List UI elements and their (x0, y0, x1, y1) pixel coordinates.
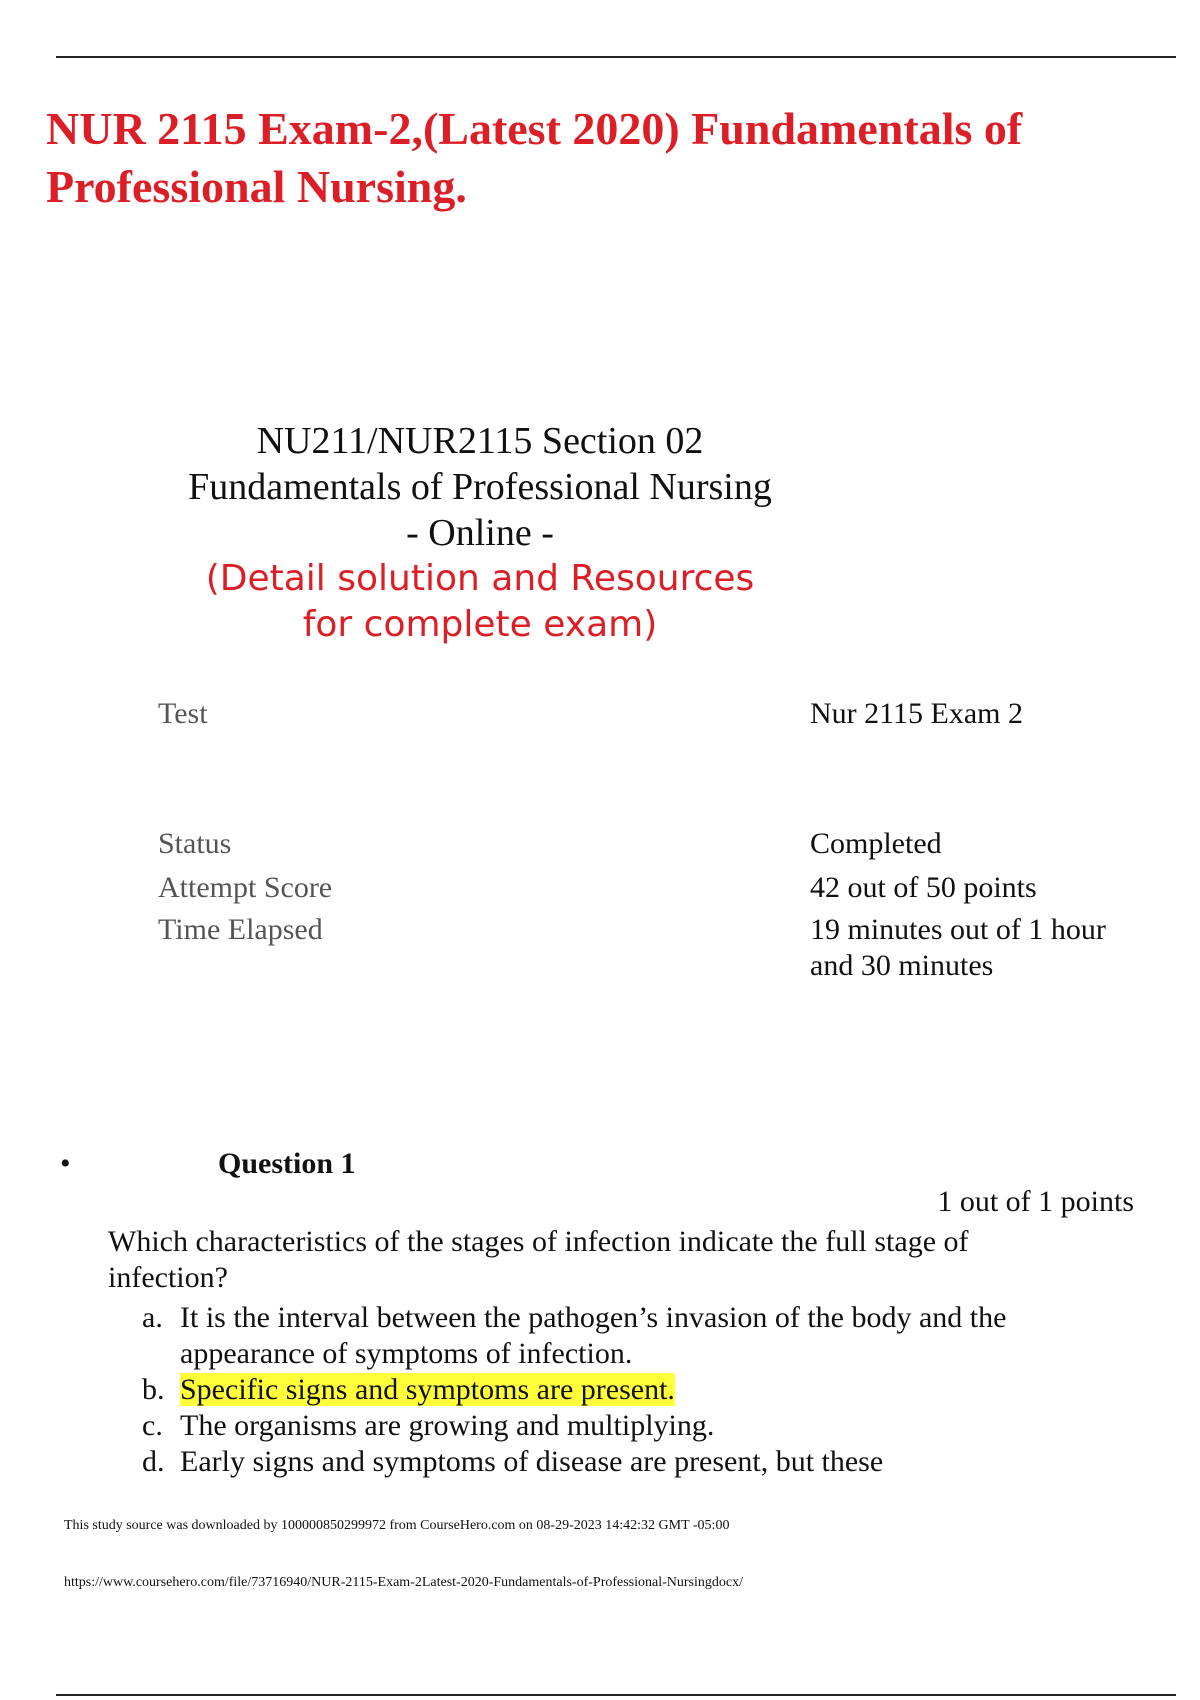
promo-line-2: for complete exam) (302, 604, 658, 645)
question-bullet: • (60, 1147, 71, 1180)
answer-text-highlighted (180, 1372, 1022, 1408)
course-header (160, 418, 800, 648)
answer-c (142, 1408, 1022, 1444)
answer-b (142, 1372, 1022, 1408)
time-elapsed-label: Time Elapsed (158, 913, 323, 946)
download-notice: This study source was downloaded by 100000850299972 from CourseHero.com on 08-29-2023 14:42:32 GMT -05:00 (64, 1518, 730, 1533)
answer-list (142, 1300, 1022, 1480)
answer-d (142, 1444, 1022, 1480)
course-name: Fundamentals of Professional Nursing (188, 466, 772, 508)
status-value: Completed (810, 827, 942, 860)
question-points: 1 out of 1 points (937, 1185, 1134, 1218)
test-value: Nur 2115 Exam 2 (810, 697, 1024, 730)
answer-text: It is the interval between the pathogen’s invasion of the body and the appearance of symptoms of infection. (180, 1301, 1007, 1370)
answer-letter: c. (142, 1409, 163, 1442)
promo-line-1: (Detail solution and Resources (205, 558, 755, 599)
time-elapsed-value: 19 minutes out of 1 hour and 30 minutes (810, 913, 1106, 982)
bottom-rule (56, 1694, 1176, 1696)
status-label: Status (158, 827, 232, 860)
attempt-score-value: 42 out of 50 points (810, 871, 1037, 904)
question-title: Question 1 (218, 1147, 356, 1180)
answer-letter: a. (142, 1301, 163, 1334)
answer-a (142, 1300, 1022, 1372)
source-url[interactable]: https://www.coursehero.com/file/73716940/NUR-2115-Exam-2Latest-2020-Fundamentals-of-Professional-Nursingdocx/ (64, 1575, 743, 1590)
attempt-score-label: Attempt Score (158, 871, 333, 904)
course-mode: - Online - (406, 512, 554, 554)
answer-letter: d. (142, 1445, 165, 1478)
document-title: NUR 2115 Exam-2,(Latest 2020) Fundamentals of Professional Nursing. (46, 103, 1023, 212)
highlight: Specific signs and symptoms are present. (180, 1373, 675, 1406)
answer-text: The organisms are growing and multiplying. (180, 1409, 715, 1442)
answer-letter: b. (142, 1373, 165, 1406)
answer-text: Early signs and symptoms of disease are present, but these (180, 1445, 884, 1478)
top-rule (56, 56, 1176, 58)
course-section: NU211/NUR2115 Section 02 (256, 420, 704, 462)
test-label: Test (158, 697, 208, 730)
question-text: Which characteristics of the stages of infection indicate the full stage of infection? (108, 1225, 969, 1294)
